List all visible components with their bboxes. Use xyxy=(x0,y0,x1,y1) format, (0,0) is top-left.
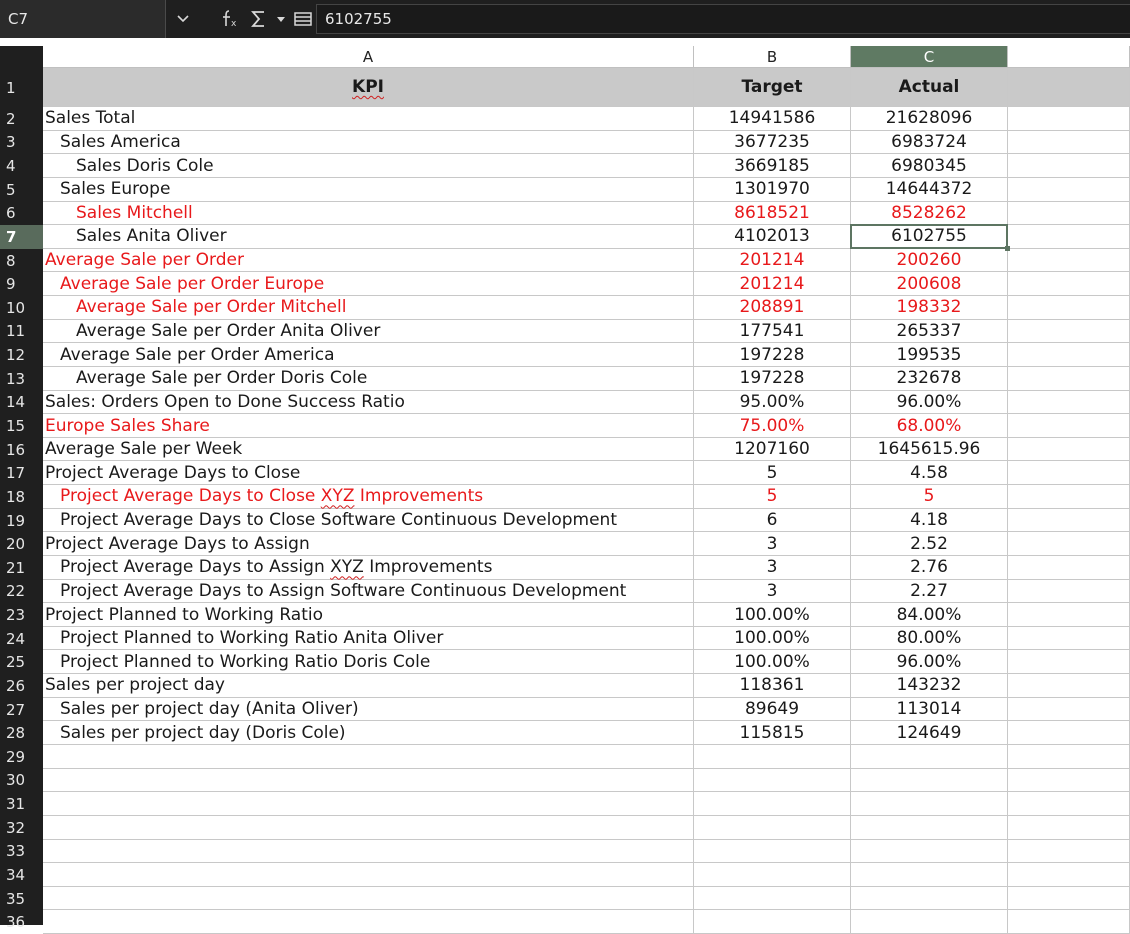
kpi-cell[interactable]: Sales per project day xyxy=(43,674,694,698)
row-header-7[interactable]: 7 xyxy=(0,225,43,249)
empty-cell[interactable] xyxy=(694,769,851,793)
kpi-cell[interactable]: Project Average Days to Close xyxy=(43,461,694,485)
kpi-cell[interactable]: Average Sale per Order xyxy=(43,249,694,273)
empty-cell[interactable] xyxy=(694,863,851,887)
empty-cell[interactable] xyxy=(1008,154,1130,178)
actual-cell[interactable]: 198332 xyxy=(851,296,1008,320)
row-header-24[interactable]: 24 xyxy=(6,629,26,648)
row-header-25[interactable]: 25 xyxy=(6,653,26,672)
empty-cell[interactable] xyxy=(1008,202,1130,226)
sum-icon[interactable] xyxy=(248,8,270,30)
spellcheck-word: XYZ xyxy=(330,557,364,578)
row-header-32[interactable]: 32 xyxy=(6,818,26,837)
svg-text:x: x xyxy=(231,19,237,29)
actual-cell[interactable]: 2.76 xyxy=(851,556,1008,580)
empty-cell[interactable] xyxy=(1008,367,1130,391)
empty-header-cell[interactable] xyxy=(1008,68,1130,107)
kpi-cell[interactable]: Average Sale per Order Doris Cole xyxy=(43,367,694,391)
kpi-cell[interactable]: Average Sale per Week xyxy=(43,438,694,462)
target-cell[interactable]: 3 xyxy=(694,532,851,556)
kpi-cell[interactable]: Sales America xyxy=(43,131,694,155)
row-header-9[interactable]: 9 xyxy=(6,275,16,294)
row-header-14[interactable]: 14 xyxy=(6,393,26,412)
actual-cell[interactable]: 200608 xyxy=(851,272,1008,296)
target-cell[interactable]: 177541 xyxy=(694,320,851,344)
actual-cell[interactable]: 6980345 xyxy=(851,154,1008,178)
formula-icon[interactable] xyxy=(292,8,314,30)
empty-cell[interactable] xyxy=(1008,485,1130,509)
row-header-22[interactable]: 22 xyxy=(6,582,26,601)
formula-tools xyxy=(220,8,314,30)
formula-bar xyxy=(0,0,1130,38)
empty-cell[interactable] xyxy=(1008,863,1130,887)
empty-cell[interactable] xyxy=(43,816,694,840)
name-box-dropdown[interactable] xyxy=(166,0,200,38)
kpi-cell[interactable]: Sales Doris Cole xyxy=(43,154,694,178)
actual-cell[interactable]: 96.00% xyxy=(851,650,1008,674)
target-cell[interactable]: 197228 xyxy=(694,367,851,391)
target-cell[interactable]: 100.00% xyxy=(694,627,851,651)
spellcheck-word: XYZ xyxy=(320,486,355,507)
kpi-cell[interactable]: Sales Total xyxy=(43,107,694,131)
kpi-cell[interactable]: Project Planned to Working Ratio Doris Cole xyxy=(43,650,694,674)
empty-cell[interactable] xyxy=(1008,674,1130,698)
row-header-17[interactable]: 17 xyxy=(6,464,26,483)
target-cell[interactable]: 8618521 xyxy=(694,202,851,226)
actual-cell[interactable]: 2.52 xyxy=(851,532,1008,556)
kpi-cell[interactable]: Project Planned to Working Ratio Anita Oliver xyxy=(43,627,694,651)
empty-cell[interactable] xyxy=(43,887,694,911)
row-header-27[interactable]: 27 xyxy=(6,700,26,719)
empty-cell[interactable] xyxy=(1008,343,1130,367)
row-header-5[interactable]: 5 xyxy=(6,180,16,199)
row-header-34[interactable]: 34 xyxy=(6,865,26,884)
column-header-a[interactable]: A xyxy=(43,46,694,68)
target-cell[interactable]: 95.00% xyxy=(694,391,851,415)
empty-cell[interactable] xyxy=(694,840,851,864)
target-cell[interactable]: 201214 xyxy=(694,249,851,273)
kpi-cell[interactable]: Average Sale per Order Anita Oliver xyxy=(43,320,694,344)
kpi-cell[interactable]: Project Average Days to Close Software Continuous Development xyxy=(43,509,694,533)
row-header-20[interactable]: 20 xyxy=(6,535,26,554)
row-header-31[interactable]: 31 xyxy=(6,795,26,814)
kpi-cell[interactable]: Sales per project day (Doris Cole) xyxy=(43,721,694,745)
actual-cell[interactable]: 6983724 xyxy=(851,131,1008,155)
actual-cell[interactable]: 2.27 xyxy=(851,580,1008,604)
empty-cell[interactable] xyxy=(1008,910,1130,934)
row-header-12[interactable]: 12 xyxy=(6,346,26,365)
empty-cell[interactable] xyxy=(851,887,1008,911)
kpi-header-cell[interactable] xyxy=(43,68,694,107)
target-cell[interactable]: 3677235 xyxy=(694,131,851,155)
kpi-cell[interactable]: Sales Mitchell xyxy=(43,202,694,226)
empty-cell[interactable] xyxy=(851,769,1008,793)
row-header-19[interactable]: 19 xyxy=(6,511,26,530)
kpi-cell[interactable]: Sales Europe xyxy=(43,178,694,202)
empty-cell[interactable] xyxy=(1008,107,1130,131)
column-header-b[interactable]: B xyxy=(694,46,851,68)
empty-cell[interactable] xyxy=(1008,887,1130,911)
empty-cell[interactable] xyxy=(1008,249,1130,273)
actual-cell[interactable]: 265337 xyxy=(851,320,1008,344)
kpi-cell[interactable]: Project Planned to Working Ratio xyxy=(43,603,694,627)
target-cell[interactable]: 1301970 xyxy=(694,178,851,202)
actual-cell[interactable]: 200260 xyxy=(851,249,1008,273)
actual-cell[interactable]: 6102755 xyxy=(851,225,1008,249)
row-header-29[interactable]: 29 xyxy=(6,747,26,766)
chevron-down-icon xyxy=(176,14,190,24)
target-cell[interactable]: 100.00% xyxy=(694,650,851,674)
row-header-10[interactable]: 10 xyxy=(6,298,26,317)
empty-cell[interactable] xyxy=(43,863,694,887)
empty-cell[interactable] xyxy=(1008,580,1130,604)
row-header-4[interactable]: 4 xyxy=(6,157,16,176)
actual-cell[interactable]: 96.00% xyxy=(851,391,1008,415)
kpi-header-label: KPI xyxy=(352,77,384,97)
kpi-cell[interactable]: Sales per project day (Anita Oliver) xyxy=(43,698,694,722)
actual-cell[interactable]: 84.00% xyxy=(851,603,1008,627)
row-header-33[interactable]: 33 xyxy=(6,842,26,861)
kpi-cell[interactable]: Sales: Orders Open to Done Success Ratio xyxy=(43,391,694,415)
empty-cell[interactable] xyxy=(1008,225,1130,249)
target-cell[interactable]: 89649 xyxy=(694,698,851,722)
empty-cell[interactable] xyxy=(43,745,694,769)
column-header-c[interactable]: C xyxy=(851,46,1008,68)
kpi-cell[interactable]: Project Average Days to Assign xyxy=(43,532,694,556)
formula-input[interactable]: 6102755 xyxy=(316,4,1130,34)
actual-cell[interactable]: 21628096 xyxy=(851,107,1008,131)
actual-cell[interactable]: 232678 xyxy=(851,367,1008,391)
row-header-11[interactable]: 11 xyxy=(6,322,26,341)
empty-cell[interactable] xyxy=(851,910,1008,934)
empty-cell[interactable] xyxy=(694,745,851,769)
kpi-cell[interactable]: Sales Anita Oliver xyxy=(43,225,694,249)
empty-cell[interactable] xyxy=(43,840,694,864)
empty-cell[interactable] xyxy=(851,863,1008,887)
kpi-cell[interactable] xyxy=(43,556,694,580)
empty-cell[interactable] xyxy=(1008,414,1130,438)
actual-cell[interactable]: 8528262 xyxy=(851,202,1008,226)
target-cell[interactable]: 100.00% xyxy=(694,603,851,627)
empty-cell[interactable] xyxy=(1008,627,1130,651)
target-header-cell[interactable]: Target xyxy=(694,68,851,107)
actual-cell[interactable]: 113014 xyxy=(851,698,1008,722)
empty-cell[interactable] xyxy=(1008,698,1130,722)
empty-cell[interactable] xyxy=(1008,603,1130,627)
empty-cell[interactable] xyxy=(694,816,851,840)
empty-cell[interactable] xyxy=(43,792,694,816)
target-cell[interactable]: 115815 xyxy=(694,721,851,745)
row-header-16[interactable]: 16 xyxy=(6,440,26,459)
empty-cell[interactable] xyxy=(694,910,851,934)
row-header-35[interactable]: 35 xyxy=(6,889,26,908)
actual-cell[interactable]: 4.18 xyxy=(851,509,1008,533)
empty-cell[interactable] xyxy=(1008,391,1130,415)
actual-cell[interactable]: 1645615.96 xyxy=(851,438,1008,462)
autofill-handle[interactable] xyxy=(1005,246,1010,251)
sum-dropdown-icon[interactable] xyxy=(276,8,286,30)
row-header-21[interactable]: 21 xyxy=(6,558,26,577)
row-header-26[interactable]: 26 xyxy=(6,676,26,695)
kpi-cell[interactable]: Project Average Days to Assign Software Continuous Development xyxy=(43,580,694,604)
row-header-23[interactable]: 23 xyxy=(6,606,26,625)
target-cell[interactable]: 4102013 xyxy=(694,225,851,249)
empty-cell[interactable] xyxy=(694,792,851,816)
empty-cell[interactable] xyxy=(1008,438,1130,462)
kpi-cell[interactable]: Average Sale per Order Europe xyxy=(43,272,694,296)
target-cell[interactable]: 75.00% xyxy=(694,414,851,438)
empty-cell[interactable] xyxy=(43,910,694,934)
target-cell[interactable]: 5 xyxy=(694,461,851,485)
target-cell[interactable]: 14941586 xyxy=(694,107,851,131)
empty-cell[interactable] xyxy=(1008,745,1130,769)
empty-cell[interactable] xyxy=(1008,556,1130,580)
actual-cell[interactable]: 4.58 xyxy=(851,461,1008,485)
kpi-cell[interactable]: Average Sale per Order America xyxy=(43,343,694,367)
kpi-cell[interactable]: Europe Sales Share xyxy=(43,414,694,438)
target-cell[interactable]: 118361 xyxy=(694,674,851,698)
empty-cell[interactable] xyxy=(1008,178,1130,202)
empty-cell[interactable] xyxy=(1008,769,1130,793)
function-wizard-icon[interactable] xyxy=(220,8,242,30)
actual-cell[interactable]: 80.00% xyxy=(851,627,1008,651)
row-header-36[interactable]: 36 xyxy=(6,913,26,932)
actual-cell[interactable]: 143232 xyxy=(851,674,1008,698)
empty-cell[interactable] xyxy=(851,792,1008,816)
empty-cell[interactable] xyxy=(1008,792,1130,816)
row-header-15[interactable]: 15 xyxy=(6,417,26,435)
actual-cell[interactable]: 68.00% xyxy=(851,414,1008,438)
empty-cell[interactable] xyxy=(1008,816,1130,840)
column-header-d[interactable] xyxy=(1008,46,1130,68)
empty-cell[interactable] xyxy=(1008,461,1130,485)
empty-cell[interactable] xyxy=(1008,272,1130,296)
empty-cell[interactable] xyxy=(851,840,1008,864)
row-header-3[interactable]: 3 xyxy=(6,133,16,152)
kpi-cell[interactable]: Average Sale per Order Mitchell xyxy=(43,296,694,320)
empty-cell[interactable] xyxy=(1008,650,1130,674)
name-box[interactable]: C7 xyxy=(0,0,166,38)
empty-cell[interactable] xyxy=(851,816,1008,840)
row-header-18[interactable]: 18 xyxy=(6,487,26,506)
target-cell[interactable]: 201214 xyxy=(694,272,851,296)
empty-cell[interactable] xyxy=(43,769,694,793)
actual-cell[interactable]: 124649 xyxy=(851,721,1008,745)
row-header-30[interactable]: 30 xyxy=(6,771,26,790)
row-header-13[interactable]: 13 xyxy=(6,369,26,388)
row-header-2[interactable]: 2 xyxy=(6,109,16,128)
kpi-text: Project Average Days to Assign XYZ Improvements xyxy=(60,557,493,578)
kpi-cell[interactable] xyxy=(43,485,694,509)
row-header-28[interactable]: 28 xyxy=(6,724,26,743)
actual-cell[interactable]: 14644372 xyxy=(851,178,1008,202)
empty-cell[interactable] xyxy=(694,887,851,911)
empty-cell[interactable] xyxy=(1008,131,1130,155)
kpi-text: Project Average Days to Close XYZ Improvements xyxy=(60,486,484,507)
empty-cell[interactable] xyxy=(1008,721,1130,745)
empty-cell[interactable] xyxy=(1008,532,1130,556)
actual-cell[interactable]: 5 xyxy=(851,485,1008,509)
row-header-6[interactable]: 6 xyxy=(6,204,16,223)
target-cell[interactable]: 1207160 xyxy=(694,438,851,462)
row-header-8[interactable]: 8 xyxy=(6,251,16,270)
empty-cell[interactable] xyxy=(1008,296,1130,320)
empty-cell[interactable] xyxy=(851,745,1008,769)
row-header-1[interactable]: 1 xyxy=(6,78,16,97)
empty-cell[interactable] xyxy=(1008,509,1130,533)
actual-cell[interactable]: 199535 xyxy=(851,343,1008,367)
empty-cell[interactable] xyxy=(1008,320,1130,344)
select-all-corner[interactable] xyxy=(0,46,43,68)
target-cell[interactable]: 197228 xyxy=(694,343,851,367)
target-cell[interactable]: 5 xyxy=(694,485,851,509)
empty-cell[interactable] xyxy=(1008,840,1130,864)
target-cell[interactable]: 3669185 xyxy=(694,154,851,178)
target-cell[interactable]: 6 xyxy=(694,509,851,533)
target-cell[interactable]: 3 xyxy=(694,580,851,604)
actual-header-cell[interactable]: Actual xyxy=(851,68,1008,107)
target-cell[interactable]: 208891 xyxy=(694,296,851,320)
target-cell[interactable]: 3 xyxy=(694,556,851,580)
